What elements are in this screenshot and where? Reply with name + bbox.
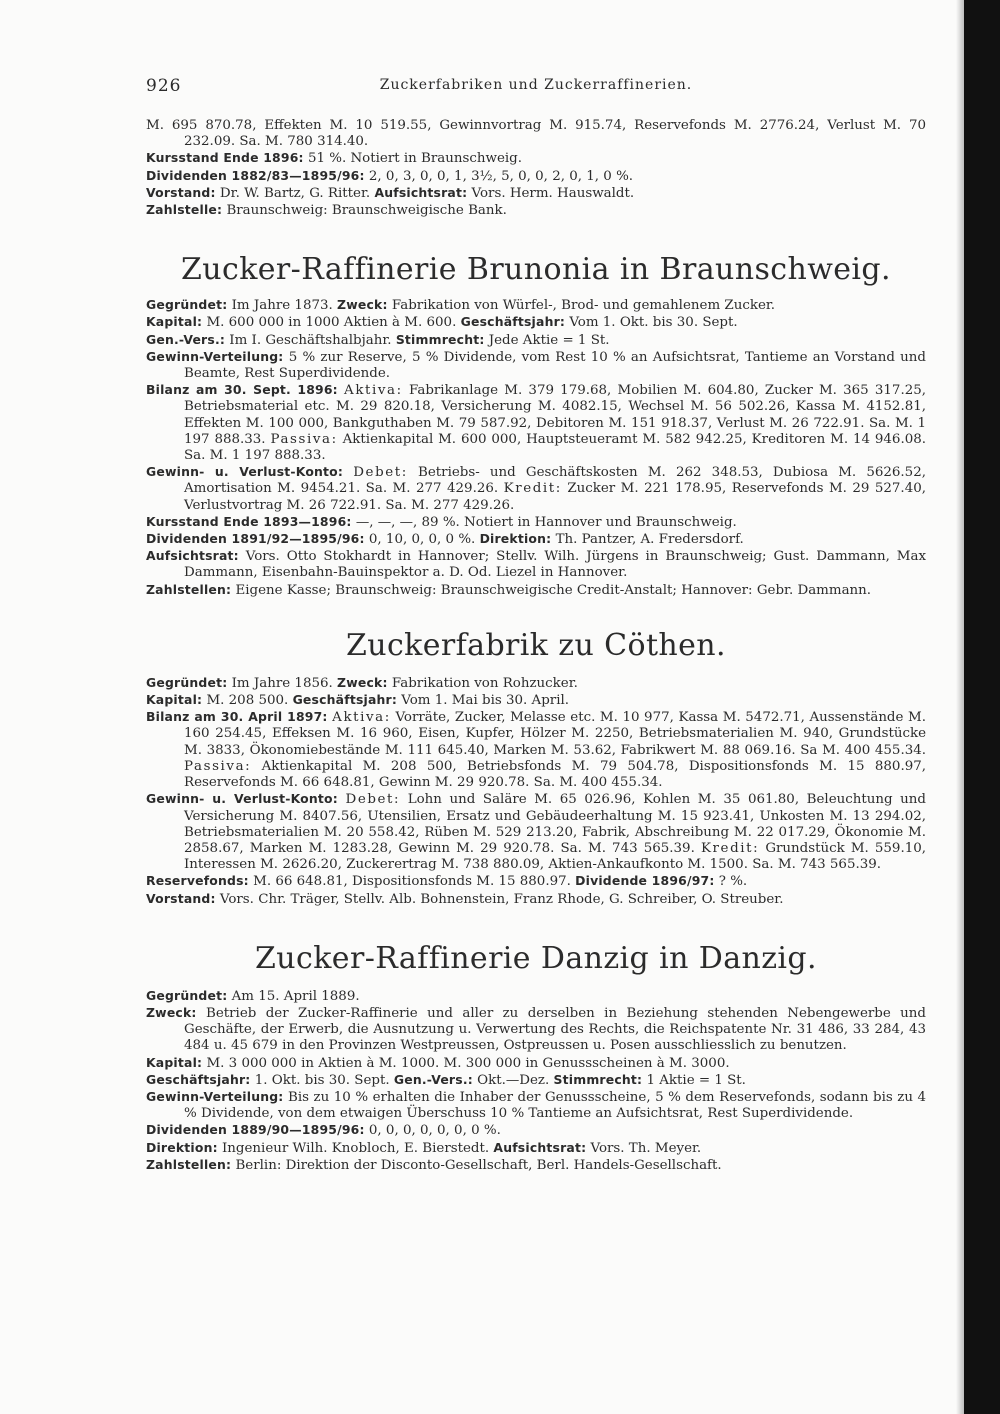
field-key: Gewinn-Verteilung: (146, 1088, 284, 1104)
field-value: M. 600 000 in 1000 Aktien à M. 600. (206, 315, 457, 331)
field-value: Ingenieur Wilh. Knobloch, E. Bierstedt. (222, 1140, 490, 1156)
vorstand-line (146, 891, 926, 908)
guv-paragraph (146, 464, 926, 514)
kursstand-line (146, 150, 926, 167)
field-value: 5 % zur Reserve, 5 % Dividende, vom Rest 10 % an Aufsichtsrat, Tantieme an Vorstand und Beamte, Rest Superdividende. (184, 349, 927, 382)
field-key: Dividende 1896/97: (575, 873, 715, 889)
gewinn-verteilung-line (146, 1089, 926, 1122)
field-value: Betriebs- und Geschäftskosten M. 262 348.53, Dubiosa M. 5626.52, Amortisation M. 9454.21. Sa. M. 277 429.26. (184, 465, 926, 497)
field-key: Gewinn- u. Verlust-Konto: (146, 464, 344, 480)
field-key: Zahlstellen: (146, 1156, 232, 1172)
field-key: Direktion: (479, 531, 552, 547)
page-content (146, 118, 926, 1174)
aktiva-label: Aktiva: (344, 383, 403, 399)
kredit-label: Kredit: (503, 481, 562, 497)
field-value: Fabrikation von Würfel-, Brod- und gemahlenem Zucker. (391, 298, 776, 314)
field-value: Vom 1. Mai bis 30. April. (401, 693, 570, 709)
field-key: Aufsichtsrat: (493, 1139, 587, 1155)
field-key: Aufsichtsrat: (374, 184, 468, 200)
reservefonds-line (146, 873, 926, 890)
field-value: 1. Okt. bis 30. Sept. (254, 1072, 390, 1088)
field-key: Stimmrecht: (395, 331, 485, 347)
kapital-line (146, 692, 926, 709)
kredit-label: Kredit: (700, 840, 760, 856)
field-key: Kapital: (146, 692, 203, 708)
field-value: Aktienkapital M. 600 000, Hauptsteueramt M. 582 942.25, Kreditoren M. 14 946.08. Sa. M. 1 197 888.33. (184, 431, 926, 464)
bilanz-paragraph (146, 709, 926, 791)
field-key: Zweck: (337, 297, 388, 313)
aufsichtsrat-line (146, 548, 926, 581)
direktion-line (146, 1140, 926, 1157)
field-value: Bis zu 10 % erhalten die Inhaber der Genussscheine, 5 % dem Reservefonds, sodann bis zu 4 % Dividende, von dem etwaigen Überschuss 10 % Tantieme an Aufsichtsrat, Rest Superdividende. (184, 1089, 926, 1122)
zahlstellen-line (146, 582, 926, 599)
field-key: Aufsichtsrat: (146, 548, 239, 564)
field-key: Gegründet: (146, 297, 228, 313)
field-key: Geschäftsjahr: (460, 314, 566, 330)
section-danzig (146, 988, 926, 1174)
scan-border (964, 0, 1000, 1414)
genvers-line (146, 332, 926, 349)
field-key: Dividenden 1889/90—1895/96: (146, 1122, 365, 1138)
field-value: 51 %. Notiert in Braunschweig. (307, 151, 523, 167)
field-key: Gewinn-Verteilung: (146, 348, 284, 364)
field-key: Kursstand Ende 1893—1896: (146, 513, 352, 529)
field-key: Dividenden 1891/92—1895/96: (146, 531, 365, 547)
zahlstellen-line (146, 1157, 926, 1174)
field-value: ? %. (718, 874, 748, 890)
field-value: Zucker M. 221 178.95, Reservefonds M. 29 527.40, Verlustvortrag M. 26 722.91. Sa. M. 277 429.26. (184, 481, 926, 513)
field-value: Braunschweig: Braunschweigische Bank. (226, 203, 507, 219)
field-value: Im Jahre 1873. (231, 298, 333, 314)
field-value: Am 15. April 1889. (231, 988, 360, 1004)
field-key: Zweck: (146, 1004, 197, 1020)
field-key: Zahlstellen: (146, 581, 232, 597)
field-value: Vors. Otto Stokhardt in Hannover; Stellv. Wilh. Jürgens in Braunschweig; Gust. Dammann, Max Dammann, Eisenbahn-Bauinspektor a. D. Od. Liezel in Hannover. (184, 549, 926, 581)
aktiva-label: Aktiva: (332, 710, 391, 726)
geschaeftsjahr-line (146, 1072, 926, 1089)
field-value: Lohn und Saläre M. 65 026.96, Kohlen M. 35 061.80, Beleuchtung und Versicherung M. 8407.56, Utensilien, Ersatz und Gebäudeerhaltung M. 15 923.41, Unkosten M. 13 294.02, Betriebsmaterialien M. 20 558.42, Rüben M. 529 213.20, Fabrik, Abschreibung M. 22 017.29, Ökonomie M. 2858.67, Marken M. 1283.28, Gewinn M. 29 920.78. Sa. M. 743 565.39. (184, 792, 926, 856)
page-header (146, 76, 926, 100)
field-value: Vors. Chr. Träger, Stellv. Alb. Bohnenstein, Franz Rhode, G. Schreiber, O. Streuber. (219, 891, 784, 907)
field-key: Bilanz am 30. Sept. 1896: (146, 382, 338, 398)
field-key: Kapital: (146, 1054, 203, 1070)
field-key: Gegründet: (146, 987, 228, 1003)
passiva-label: Passiva: (270, 431, 338, 447)
gegruendet-line (146, 297, 926, 314)
running-title: Zuckerfabriken und Zuckerraffinerien. (379, 77, 693, 93)
kapital-line (146, 1055, 926, 1072)
debet-label: Debet: (353, 465, 408, 481)
field-value: 1 Aktie = 1 St. (646, 1072, 746, 1088)
field-key: Reservefonds: (146, 873, 249, 889)
dividenden-line (146, 531, 926, 548)
field-value: Vors. Herm. Hauswaldt. (471, 185, 635, 201)
gegruendet-line (146, 988, 926, 1005)
field-value: M. 208 500. (206, 693, 289, 709)
field-key: Gewinn- u. Verlust-Konto: (146, 791, 338, 807)
field-value: 0, 10, 0, 0, 0 %. (368, 532, 476, 548)
field-key: Bilanz am 30. April 1897: (146, 709, 328, 725)
field-key: Geschäftsjahr: (292, 692, 398, 708)
page-edge-shadow (956, 0, 964, 1414)
gewinn-verteilung-line (146, 349, 926, 382)
field-key: Kursstand Ende 1896: (146, 150, 304, 166)
balance-continuation: M. 695 870.78, Effekten M. 10 519.55, Gewinnvortrag M. 915.74, Reservefonds M. 2776.24, Verlust M. 70 232.09. Sa. M. 780 314.40. (146, 118, 926, 150)
section-brunonia (146, 297, 926, 599)
zweck-paragraph (146, 1005, 926, 1055)
field-key: Dividenden 1882/83—1895/96: (146, 167, 365, 183)
field-value: Vorräte, Zucker, Melasse etc. M. 10 977, Kassa M. 5472.71, Aussenstände M. 160 254.45, Effeksen M. 16 960, Eisen, Kupfer, Hölzer M. 2250, Betriebsmaterialien M. 940, Grundstücke M. 3833, Ökonomiebestände M. 111 645.40, Marken M. 53.62, Fabrikwert M. 88 069.16. Sa M. 400 455.34. (184, 710, 926, 758)
field-key: Geschäftsjahr: (146, 1071, 251, 1087)
field-value: M. 3 000 000 in Aktien à M. 1000. M. 300 000 in Genussscheinen à M. 3000. (206, 1055, 730, 1071)
field-value: 2, 0, 3, 0, 0, 1, 3½, 5, 0, 0, 2, 0, 1, 0 %. (368, 168, 634, 184)
field-value: Betrieb der Zucker-Raffinerie und aller zu derselben in Beziehung stehenden Nebengewerbe und Geschäfte, der Erwerb, die Ausnutzung u. Verwertung des Rechts, die Reichspatente Nr. 31 486, 33 284, 43 484 u. 45 679 in den Provinzen Westpreussen, Ostpreussen u. Posen ausschliesslich zu benutzen. (184, 1005, 926, 1054)
field-value: Jede Aktie = 1 St. (488, 332, 610, 348)
zahlstelle-line (146, 202, 926, 219)
field-key: Gegründet: (146, 674, 228, 690)
field-value: 0, 0, 0, 0, 0, 0, 0 %. (368, 1123, 501, 1139)
field-key: Zahlstelle: (146, 202, 223, 218)
dividenden-line (146, 168, 926, 185)
field-value: Dr. W. Bartz, G. Ritter. (219, 185, 371, 201)
field-key: Gen.-Vers.: (146, 331, 226, 347)
field-value: Vom 1. Okt. bis 30. Sept. (569, 315, 738, 331)
passiva-label: Passiva: (184, 758, 252, 774)
guv-paragraph (146, 791, 926, 873)
field-key: Zweck: (337, 674, 388, 690)
field-key: Vorstand: (146, 184, 216, 200)
section-title-danzig: Zucker-Raffinerie Danzig in Danzig. (255, 940, 817, 976)
page-number: 926 (146, 76, 182, 96)
field-value: Im Jahre 1856. (231, 675, 333, 691)
field-key: Direktion: (146, 1139, 218, 1155)
field-value: Fabrikanlage M. 379 179.68, Mobilien M. 604.80, Zucker M. 365 317.25, Betriebsmaterial etc. M. 29 820.18, Versicherung M. 4082.15, Wechsel M. 56 502.26, Kassa M. 4152.81, Effekten M. 100 000, Bankguthaben M. 79 587.92, Debitoren M. 151 918.37, Verlust M. 26 722.91. Sa. M. 1 197 888.33. (184, 383, 926, 447)
previous-entry (146, 118, 926, 219)
field-value: —, —, —, 89 %. Notiert in Hannover und Braunschweig. (355, 514, 737, 530)
field-value: Okt.—Dez. (477, 1072, 550, 1088)
debet-label: Debet: (345, 792, 401, 808)
gegruendet-line (146, 675, 926, 692)
kursstand-line (146, 514, 926, 531)
field-value: Im I. Geschäftshalbjahr. (229, 332, 392, 348)
field-value: Grundstück M. 559.10, Interessen M. 2626.20, Zuckerertrag M. 738 880.09, Aktien-Ankaufkonto M. 1500. Sa. M. 743 565.39. (184, 840, 927, 873)
field-value: Vors. Th. Meyer. (590, 1140, 702, 1156)
field-value: M. 66 648.81, Dispositionsfonds M. 15 880.97. (253, 874, 571, 890)
field-key: Vorstand: (146, 890, 216, 906)
field-value: Fabrikation von Rohzucker. (391, 675, 578, 691)
field-value: Berlin: Direktion der Disconto-Gesellschaft, Berl. Handels-Gesellschaft. (235, 1157, 722, 1173)
kapital-line (146, 314, 926, 331)
field-key: Stimmrecht: (553, 1071, 643, 1087)
field-key: Gen.-Vers.: (393, 1071, 473, 1087)
field-value: Eigene Kasse; Braunschweig: Braunschweigische Credit-Anstalt; Hannover: Gebr. Dammann. (235, 582, 872, 598)
dividenden-line (146, 1122, 926, 1139)
field-value: Aktienkapital M. 208 500, Betriebsfonds M. 79 504.78, Dispositionsfonds M. 15 880.97, Reservefonds M. 66 648.81, Gewinn M. 29 920.78. Sa. M. 400 455.34. (184, 758, 926, 791)
field-value: Th. Pantzer, A. Fredersdorf. (555, 532, 744, 548)
vorstand-line (146, 185, 926, 202)
section-coethen (146, 675, 926, 908)
section-title-coethen: Zuckerfabrik zu Cöthen. (346, 627, 726, 663)
section-title-brunonia: Zucker-Raffinerie Brunonia in Braunschweig. (181, 252, 891, 288)
field-key: Kapital: (146, 314, 203, 330)
bilanz-paragraph (146, 382, 926, 464)
